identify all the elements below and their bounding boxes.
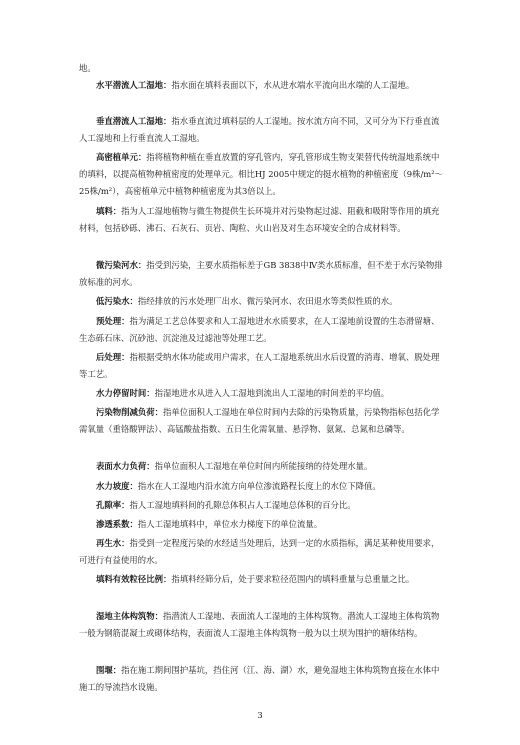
definition-paragraph: [79, 349, 443, 383]
definition-term: 再生水：: [96, 538, 130, 548]
definition-body: 指受到污染，主要水质指标差于GB 3838中Ⅳ类水质标准，但不差于水污染物排放标准的河水。: [79, 260, 443, 287]
definition-paragraph: [79, 257, 443, 291]
definition-term: 低污染水：: [96, 296, 138, 306]
definition-term: 渗透系数：: [96, 519, 138, 529]
definition-body: 指为人工湿地植物与微生物提供生长环境并对污染物起过滤、阻截和吸附等作用的填充材料，包括砂砾、沸石、石灰石、页岩、陶粒、火山岩及对生态环境安全的合成材料等。: [79, 206, 440, 233]
definition-body: 指潜流人工湿地、表面流人工湿地的主体构筑物。潜流人工湿地主体构筑物一般为钢筋混凝土或砌体结构，表面流人工湿地主体构筑物一般为以土坝为围护的塘体结构。: [79, 611, 440, 638]
definition-body: 指经排放的污水处理厂出水、微污染河水、农田退水等类似性质的水。: [137, 296, 398, 306]
definition-paragraph: [79, 203, 443, 237]
definition-paragraph: [79, 149, 443, 200]
definition-paragraph: [79, 458, 443, 475]
definition-term: 水力坡度：: [96, 481, 138, 491]
definition-body: 指将植物种植在垂直放置的穿孔管内，穿孔管形成生物支架替代传统湿地系统中的填料，以提高植物种植密度的处理单元。相比HJ 2005中规定的挺水植物的种植密度（9株/m²～25株/m²），高密植单元中植物种植密度为其3倍以上。: [79, 152, 443, 196]
definition-body: 指水面在填料表面以下，水从进水端水平流向出水端的人工湿地。: [171, 80, 415, 90]
definition-paragraph: [79, 497, 443, 514]
definition-term: 孔隙率：: [96, 500, 130, 510]
definition-body: 指受到一定程度污染的水经适当处理后，达到一定的水质指标，满足某种使用要求，可进行有益使用的水。: [79, 538, 440, 565]
definition-paragraph: [79, 571, 443, 588]
definition-term: 高密植单元：: [96, 152, 147, 162]
definition-body: 指人工湿地填料中，单位水力梯度下的单位流量。: [137, 519, 323, 529]
definition-paragraph: [79, 608, 443, 642]
definition-paragraph: [79, 535, 443, 569]
definition-term: 填料有效粒径比例：: [96, 574, 172, 584]
definition-paragraph: [79, 77, 443, 94]
definition-term: 后处理：: [96, 352, 130, 362]
page-number: 3: [257, 710, 263, 720]
definition-term: 水力停留时间：: [96, 388, 155, 398]
definition-body: 指水在人工湿地内沿水流方向单位渗流路程长度上的水位下降值。: [137, 481, 381, 491]
definition-term: 污染物削减负荷：: [96, 407, 163, 417]
definition-body: 指单位面积人工湿地在单位时间内去除的污染物质量，污染物指标包括化学需氧量（重铬酸钾法）、高锰酸盐指数、五日生化需氧量、悬浮物、氨氮、总氮和总磷等。: [79, 407, 440, 434]
definition-term: 湿地主体构筑物：: [96, 611, 163, 621]
definition-paragraph: [79, 113, 443, 147]
definition-paragraph: [79, 385, 443, 402]
definition-body: 指湿地进水从进入人工湿地到流出人工湿地的时间差的平均值。: [154, 388, 390, 398]
definition-term: 围堰：: [96, 665, 122, 675]
definition-term: 垂直潜流人工湿地：: [96, 116, 172, 126]
definition-paragraph: [79, 404, 443, 438]
definition-body: 指根据受纳水体功能或用户需求，在人工湿地系统出水后设置的消毒、增氧、脱处理等工艺。: [79, 352, 440, 379]
definition-paragraph: [79, 293, 443, 310]
definition-paragraph: [79, 478, 443, 495]
definition-paragraph: [79, 313, 443, 347]
lead-text: 地。: [79, 63, 96, 73]
definition-body: 指在施工期间围护基坑，挡住河（江、海、湖）水，避免湿地主体构筑物直接在水体中施工的导流挡水设施。: [79, 665, 440, 692]
definition-term: 水平潜流人工湿地：: [96, 80, 172, 90]
definition-term: 表面水力负荷：: [96, 461, 155, 471]
definition-term: 微污染河水：: [96, 260, 147, 270]
definition-paragraph: [79, 662, 443, 696]
definition-body: 指为满足工艺总体要求和人工湿地进水水质要求，在人工湿地前设置的生态滑留塘、生态砾石床、沉砂池、沉淀池及过滤池等处理工艺。: [79, 316, 440, 343]
definition-term: 预处理：: [96, 316, 130, 326]
definition-paragraph: [79, 516, 443, 533]
definition-body: 指填料经筛分后，处于要求粒径范围内的填料重量与总重量之比。: [171, 574, 415, 584]
definition-body: 指水垂直流过填料层的人工湿地。按水流方向不同，又可分为下行垂直流人工湿地和上行垂直流人工湿地。: [79, 116, 440, 143]
definition-term: 填料：: [96, 206, 122, 216]
definition-body: 指人工湿地填料间的孔隙总体积占人工湿地总体积的百分比。: [129, 500, 356, 510]
definition-body: 指单位面积人工湿地在单位时间内所能接纳的待处理水量。: [154, 461, 373, 471]
